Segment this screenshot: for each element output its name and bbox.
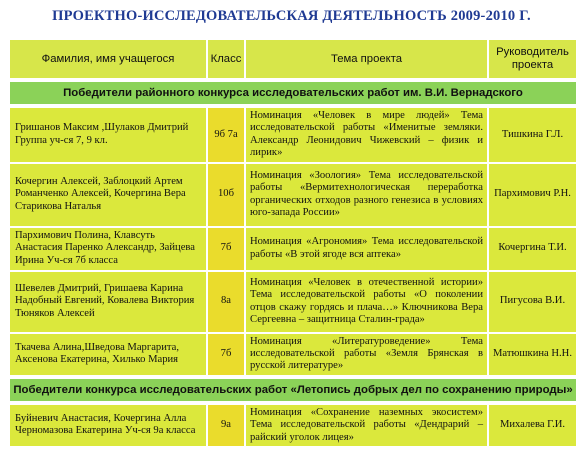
- student-names-cell: Гришанов Максим ,Шулаков Дмитрий Группа уч-ся 7, 9 кл.: [9, 106, 207, 163]
- column-header-grade: Класс: [207, 39, 245, 80]
- student-names-cell: Кочергин Алексей, Заблоцкий Артем Романченко Алексей, Кочергина Вера Старикова Наталья: [9, 163, 207, 227]
- grade-cell: 9а: [207, 403, 245, 447]
- project-leader-cell: Михалева Г.И.: [488, 403, 577, 447]
- project-topic-cell: Номинация «Человек в мире людей» Тема исследовательской работы «Именитые земляки. Александр Леонидович Чижевский – физик и лирик»: [245, 106, 488, 163]
- table-row: [9, 227, 577, 271]
- page-title: ПРОЕКТНО-ИССЛЕДОВАТЕЛЬСКАЯ ДЕЯТЕЛЬНОСТЬ 2009-2010 Г.: [52, 8, 531, 24]
- grade-cell: 8а: [207, 271, 245, 333]
- table-row: [9, 106, 577, 163]
- column-header-topic: Тема проекта: [245, 39, 488, 80]
- grade-cell: 10б: [207, 163, 245, 227]
- project-topic-cell: Номинация «Человек в отечественной истории» Тема исследовательской работы «О поколении отцов скажу гордясь и плача…» Ключникова Вера Сергеевна – защитница Сталин-града»: [245, 271, 488, 333]
- section-title: Победители конкурса исследовательских работ «Летопись добрых дел по сохранению природы»: [9, 377, 577, 403]
- project-leader-cell: Кочергина Т.И.: [488, 227, 577, 271]
- section-header-row: [9, 80, 577, 106]
- project-leader-cell: Матюшкина Н.Н.: [488, 333, 577, 377]
- table-row: [9, 333, 577, 377]
- student-names-cell: Ткачева Алина,Шведова Маргарита, Аксенова Екатерина, Хилько Мария: [9, 333, 207, 377]
- project-leader-cell: Тишкина Г.Л.: [488, 106, 577, 163]
- column-header-leader: Руководитель проекта: [488, 39, 577, 80]
- project-topic-cell: Номинация «Сохранение наземных экосистем» Тема исследовательской работы «Дендрарий – райский уголок лицея»: [245, 403, 488, 447]
- project-topic-cell: Номинация «Литературоведение» Тема исследовательской работы «Земля Брянская в русской литературе»: [245, 333, 488, 377]
- section-title: Победители районного конкурса исследовательских работ им. В.И. Вернадского: [9, 80, 577, 106]
- grade-cell: 9б 7а: [207, 106, 245, 163]
- section-header-row: [9, 377, 577, 403]
- project-topic-cell: Номинация «Зоология» Тема исследовательской работы «Вермитехнологическая переработка органических отходов разного генезиса в условиях юго-запада России»: [245, 163, 488, 227]
- table-row: [9, 271, 577, 333]
- grade-cell: 7б: [207, 227, 245, 271]
- project-topic-cell: Номинация «Агрономия» Тема исследовательской работы «В этой ягоде вся аптека»: [245, 227, 488, 271]
- projects-table: [8, 38, 578, 448]
- student-names-cell: Буйневич Анастасия, Кочергина Алла Черномазова Екатерина Уч-ся 9а класса: [9, 403, 207, 447]
- student-names-cell: Пархимович Полина, Клавсуть Анастасия Паренко Александр, Зайцева Ирина Уч-ся 7б класса: [9, 227, 207, 271]
- grade-cell: 7б: [207, 333, 245, 377]
- table-header-row: [9, 39, 577, 80]
- table-row: [9, 163, 577, 227]
- project-leader-cell: Пигусова В.И.: [488, 271, 577, 333]
- student-names-cell: Шевелев Дмитрий, Гришаева Карина Надобный Евгений, Ковалева Виктория Тюняков Алексей: [9, 271, 207, 333]
- column-header-names: Фамилия, имя учащегося: [9, 39, 207, 80]
- table-row: [9, 403, 577, 447]
- project-leader-cell: Пархимович Р.Н.: [488, 163, 577, 227]
